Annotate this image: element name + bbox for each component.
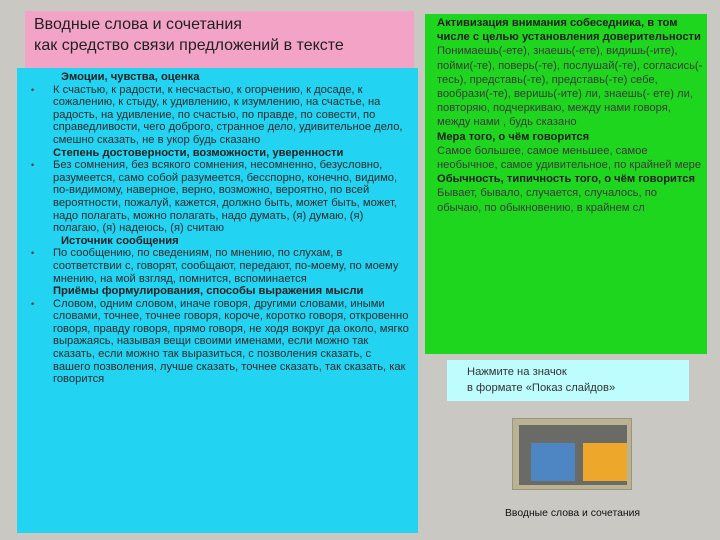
section-emotions — [24, 71, 410, 159]
bullet-icon: • — [31, 160, 35, 171]
right-heading-attention: Активизация внимания собеседника, в том числе с целью установления доверительности — [437, 17, 701, 44]
slideshow-note — [447, 360, 689, 401]
title-line-2: как средство связи предложений в тексте — [34, 37, 344, 54]
section-heading: Степень достоверности, возможности, уверенности — [53, 146, 344, 159]
bullet-icon: • — [31, 248, 35, 259]
slide-thumbnail[interactable] — [512, 418, 632, 490]
section-text: Без сомнения, без всякого сомнения, несомненно, безусловно, разумеется, само собой разумеется, бесспорно, конечно, видимо, по-видимому, наверное, верно, возможно, вероятно, по всей вероятности, пожалуй, кажется, должно быть, может быть, может, надо полагать, можно полагать, надо думать, (я) думаю, (я) полагаю, (я) надеюсь, (я) считаю — [53, 159, 398, 235]
section-text: Словом, одним словом, иначе говоря, другими словами, иными словами, точнее, точнее говоря, короче, коротко говоря, откровенно говоря, правду говоря, прямо говоря, не ходя вокруг да около, мягко выражаясь, называя вещи своими именами, если можно так сказать, если можно так выразиться, с позволения сказать, с вашего позволения, лучше сказать, точнее сказать, так сказать, как говорится — [53, 297, 409, 386]
section-heading: Эмоции, чувства, оценка — [61, 71, 200, 83]
bullet-icon: • — [31, 298, 35, 309]
thumbnail-orange-tile-icon — [583, 443, 627, 481]
section-heading: Источник сообщения — [61, 234, 179, 247]
right-text-measure: Самое большее, самое меньшее, самое необычное, самое удивительное, по крайней мере — [437, 144, 702, 172]
section-text: К счастью, к радости, к несчастью, к огорчению, к досаде, к сожалению, к стыду, к удивлению, к изумлению, на счастье, на радость, на удивление, по счастью, по правде, по совести, по справедливости, чего доброго, странное дело, удивительное дело, смешно сказать, не в укор будь сказано — [53, 83, 403, 146]
right-text-usualness: Бывает, бывало, случается, случалось, по обычаю, по обыкновению, в крайнем сл — [437, 187, 657, 214]
bullet-icon: • — [31, 84, 35, 95]
title-line-1: Вводные слова и сочетания — [34, 16, 242, 33]
thumbnail-caption: Вводные слова и сочетания — [505, 508, 641, 519]
note-line-2: в формате «Показ слайдов» — [467, 382, 616, 394]
right-heading-measure: Мера того, о чём говорится — [437, 130, 590, 143]
right-text-attention: Понимаешь(-ете), знаешь(-ете), видишь(-ите), пойми(-те), поверь(-те), послушай(-те), согласись(-тесь), представь(-те), представь(-те) себе, вообрази(-те), веришь(-ите) ли, знаешь(- ете) ли, повторяю, подчеркиваю, между нами говоря, между нами , будь сказано — [437, 45, 703, 129]
section-heading: Приёмы формулирования, способы выражения мысли — [53, 285, 364, 298]
section-source — [24, 247, 410, 297]
right-heading-usualness: Обычность, типичность того, о чём говорится — [437, 173, 695, 186]
note-line-1: Нажмите на значок — [467, 366, 567, 378]
section-text: По сообщению, по сведениям, по мнению, по слухам, в соответствии с, говорят, сообщают, передают, по-моему, по моему мнению, на мой взгляд, помнится, вспоминается — [53, 247, 399, 285]
section-formulation — [24, 298, 410, 386]
thumbnail-blue-tile-icon — [531, 443, 575, 481]
slide-title — [25, 11, 414, 68]
left-content-panel — [17, 68, 418, 533]
section-certainty — [24, 159, 410, 247]
right-content-panel — [425, 14, 707, 354]
